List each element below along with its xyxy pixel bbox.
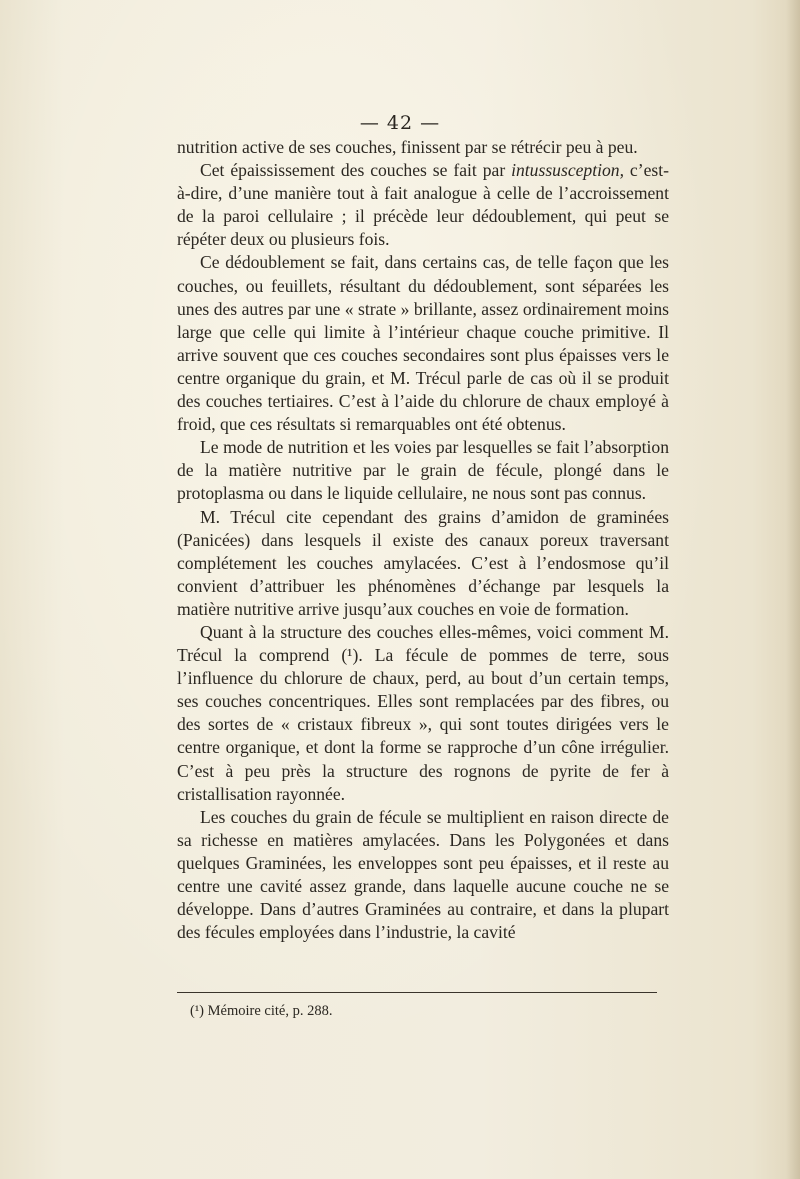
paragraph-7: Les couches du grain de fécule se multiplient en raison directe de sa richesse en matières amylacées. Dans les Polygonées et dans quelques Graminées, les enveloppes sont peu épaisses, et il reste au centre une cavité assez grande, dans laquelle aucune couche ne se développe. Dans d’autres Graminées au contraire, et dans la plupart des fécules employées dans l’industrie, la cavité (177, 806, 669, 943)
paragraph-1: nutrition active de ses couches, finissent par se rétrécir peu à peu. (177, 137, 638, 157)
paragraph-6 (177, 621, 669, 806)
intussusception-term: intussusception, (511, 160, 624, 181)
paragraph-2-start: Cet épaississement des couches se fait par (200, 160, 512, 181)
page-edge-shadow (786, 0, 800, 1179)
footnote-rule (177, 992, 657, 993)
paragraph-2 (177, 159, 669, 251)
paragraph-6-start: Quant à la structure des couches elles-mêmes, voici comment M. Trécul la comprend (177, 621, 669, 666)
footnote: (¹) Mémoire cité, p. 288. (190, 1003, 333, 1019)
paragraph-3: Ce dédoublement se fait, dans certains cas, de telle façon que les couches, ou feuillets, résultant du dédoublement, sont séparées les unes des autres par une « strate » brillante, assez ordinairement moins large que celle qui limite à l’intérieur chaque couche primitive. Il arrive souvent que ces couches secondaires sont plus épaisses vers le centre organique du grain, et M. Trécul parle de cas où il se produit des couches tertiaires. C’est à l’aide du chlorure de chaux employé à froid, que ces résultats si remarquables ont été obtenus. (177, 252, 669, 435)
paragraph-2-end: c’est-à-dire, d’une manière tout à fait analogue à celle de l’accroissement de la paroi cellulaire ; il précède leur dédoublement, qui peut se répéter deux ou plusieurs fois. (177, 160, 669, 250)
page-number: — 42 — (359, 112, 441, 134)
paragraph-6-end: . La fécule de pommes de terre, sous l’influence du chlorure de chaux, perd, au bout d’un certain temps, ses couches concentriques. Elles sont remplacées par des fibres, ou des sortes de « cristaux fibreux », qui sont toutes dirigées vers le centre organique, et dont la forme se rapproche d’un cône irrégulier. C’est à peu près la structure des rognons de pyrite de fer à cristallisation rayonnée. (177, 645, 669, 804)
paragraph-4: Le mode de nutrition et les voies par lesquelles se fait l’absorption de la matière nutritive par le grain de fécule, plongé dans le protoplasma ou dans le liquide cellulaire, ne nous sont pas connus. (177, 437, 669, 504)
body-text (177, 136, 669, 944)
paragraph-5: M. Trécul cite cependant des grains d’amidon de graminées (Panicées) dans lesquels il existe des canaux poreux traversant complétement les couches amylacées. C’est à l’endosmose qu’il convient d’attribuer les phénomènes d’échange par lesquels la matière nutritive arrive jusqu’aux couches en voie de formation. (177, 506, 669, 619)
footnote-reference: (¹) (341, 645, 359, 666)
